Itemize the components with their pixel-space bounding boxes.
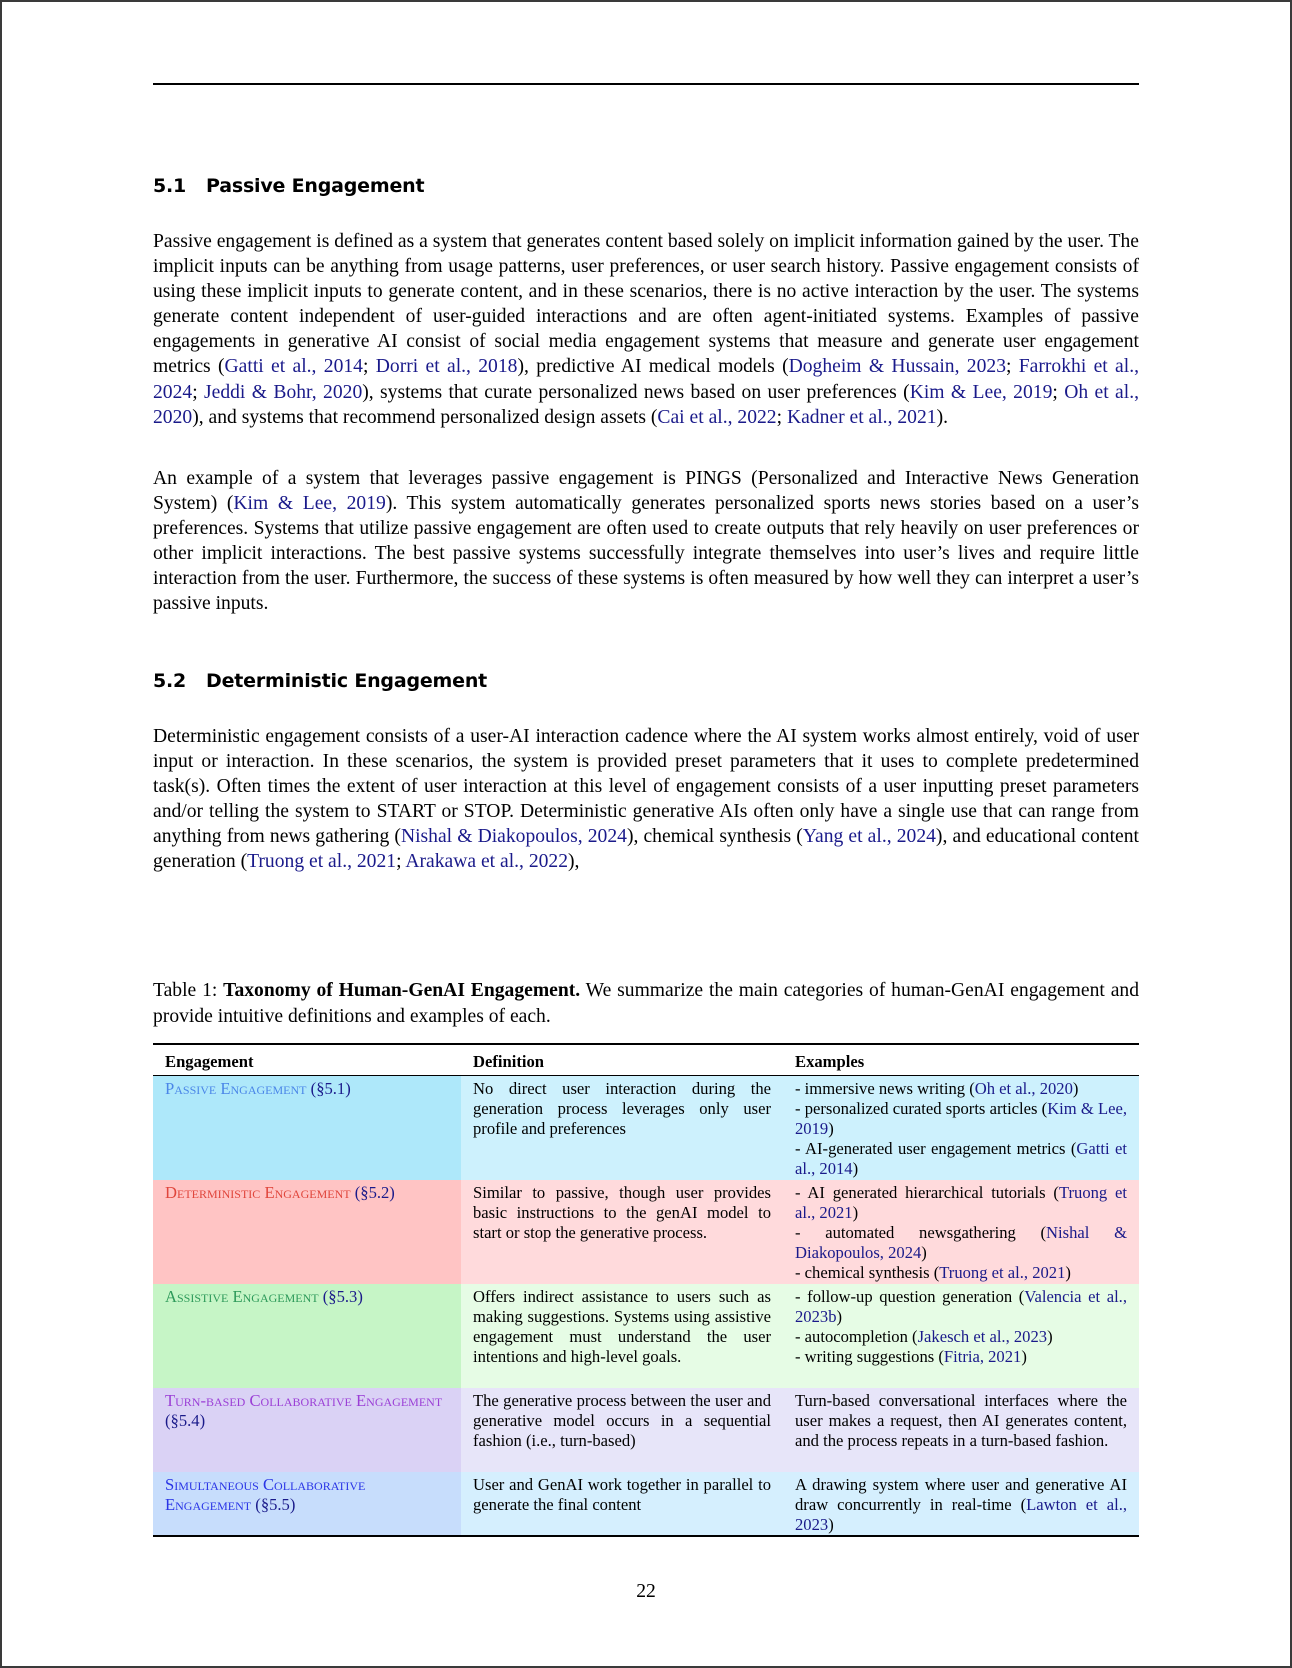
text-run: ) [852, 1202, 859, 1222]
text-run: ) [836, 1306, 843, 1326]
caption-title: Taxonomy of Human-GenAI Engagement. [223, 980, 581, 1001]
text-run: ) [1072, 1079, 1079, 1098]
text-run: ), and systems that recommend personalized design assets ( [192, 406, 658, 428]
text-run: - personalized curated sports articles ( [795, 1099, 1048, 1118]
citation-link[interactable]: Truong et al., 2021 [939, 1262, 1066, 1282]
section-number: 5.1 [153, 175, 187, 197]
paragraph [153, 466, 1139, 617]
citation-link[interactable]: Dogheim & Hussain, 2023 [788, 356, 1006, 378]
citation-link[interactable]: Nishal & Diakopoulos, 2024 [400, 826, 627, 848]
citation-link[interactable]: Jeddi & Bohr, 2020 [204, 381, 363, 403]
citation-link[interactable]: Yang et al., 2024 [802, 826, 936, 848]
text-run: ) [828, 1119, 834, 1138]
text-run: ) [921, 1242, 927, 1262]
text-run: ; [776, 406, 787, 428]
engagement-cell [153, 1388, 461, 1472]
section-heading-5-2 [153, 670, 487, 692]
column-header-definition: Definition [461, 1044, 783, 1076]
text-run: ), chemical synthesis ( [626, 826, 803, 848]
section-reference-link[interactable]: (§5.2) [350, 1182, 395, 1202]
example-item [795, 1183, 1127, 1223]
example-item [795, 1099, 1127, 1139]
text-run: - follow-up question generation ( [795, 1286, 1025, 1306]
text-run: ; [396, 851, 406, 873]
text-run: ; [192, 381, 205, 403]
text-run: ; [1052, 381, 1065, 403]
text-run: ), predictive AI medical models ( [517, 356, 789, 378]
citation-link[interactable]: Kadner et al., 2021 [786, 406, 937, 428]
table-header-row [153, 1044, 1139, 1076]
definition-cell: Offers indirect assistance to users such as making suggestions. Systems using assistive engagement must understand the user intentions and high-level goals. [461, 1284, 783, 1388]
engagement-name: Turn-based Collaborative Engagement [165, 1390, 443, 1410]
section-reference-link[interactable]: (§5.3) [318, 1286, 363, 1306]
engagement-cell [153, 1076, 461, 1180]
example-item [795, 1391, 1127, 1451]
example-item [795, 1475, 1127, 1535]
example-item [795, 1223, 1127, 1263]
text-run: ; [1006, 356, 1019, 378]
text-run: ; [362, 356, 376, 378]
text-run: - chemical synthesis ( [795, 1262, 940, 1282]
citation-link[interactable]: Valencia et al., 2023b [795, 1286, 1127, 1326]
paragraph [153, 724, 1139, 875]
section-number: 5.2 [153, 670, 187, 692]
text-run: - immersive news writing ( [795, 1079, 975, 1098]
citation-link[interactable]: Truong et al., 2021 [795, 1182, 1128, 1222]
text-run: Turn-based conversational interfaces where the user makes a request, then AI generates content, and the process repeats in a turn-based fashion. [795, 1390, 1127, 1450]
example-item [795, 1139, 1127, 1179]
text-run: ), and educational content generation ( [153, 826, 1139, 873]
definition-cell: User and GenAI work together in parallel to generate the final content [461, 1472, 783, 1536]
examples-cell [783, 1284, 1139, 1388]
text-run: ), [568, 851, 580, 873]
citation-link[interactable]: Jakesch et al., 2023 [917, 1326, 1048, 1346]
citation-link[interactable]: Fitria, 2021 [943, 1346, 1022, 1366]
text-run: ) [1021, 1346, 1027, 1366]
citation-link[interactable]: Kim & Lee, 2019 [233, 493, 386, 515]
engagement-name: Passive Engagement [165, 1079, 307, 1098]
table-row-asst [153, 1284, 1139, 1388]
citation-link[interactable]: Kim & Lee, 2019 [795, 1099, 1127, 1138]
citation-link[interactable]: Oh et al., 2020 [153, 381, 1139, 428]
text-run: - AI-generated user engagement metrics ( [795, 1139, 1077, 1158]
section-heading-5-1 [153, 175, 424, 197]
example-item [795, 1327, 1127, 1347]
examples-cell [783, 1180, 1139, 1284]
text-run: Deterministic engagement consists of a user-AI interaction cadence where the AI system works almost entirely, void of user input or interaction. In these scenarios, the system is provided preset parameters that it uses to complete predetermined task(s). Often times the extent of user interaction at this level of engagement consists of a user inputting preset parameters and/or telling the system to START or STOP. Deterministic generative AIs often only have a single use that can range from anything from news gathering ( [153, 726, 1139, 848]
table-row-sim [153, 1472, 1139, 1536]
table-row-det [153, 1180, 1139, 1284]
citation-link[interactable]: Nishal & Diakopoulos, 2024 [795, 1222, 1127, 1262]
text-run: ). [936, 406, 948, 428]
citation-link[interactable]: Gatti et al., 2014 [795, 1139, 1127, 1178]
text-run: An example of a system that leverages passive engagement is PINGS (Personalized and Interactive News Generation System) ( [153, 468, 1139, 515]
citation-link[interactable]: Oh et al., 2020 [974, 1079, 1073, 1098]
definition-cell: Similar to passive, though user provides basic instructions to the genAI model to start or stop the generative process. [461, 1180, 783, 1284]
section-reference-link[interactable]: (§5.5) [251, 1494, 296, 1514]
example-item [795, 1347, 1127, 1367]
table-row-passive [153, 1076, 1139, 1180]
examples-cell [783, 1472, 1139, 1536]
text-run: A drawing system where user and generative AI draw concurrently in real-time ( [795, 1474, 1127, 1514]
example-item [795, 1263, 1127, 1283]
taxonomy-table [153, 1043, 1139, 1537]
definition-cell: No direct user interaction during the generation process leverages only user profile and preferences [461, 1076, 783, 1180]
engagement-name: Assistive Engagement [165, 1286, 319, 1306]
text-run: - AI generated hierarchical tutorials ( [795, 1182, 1059, 1202]
header-rule [153, 83, 1139, 85]
citation-link[interactable]: Lawton et al., 2023 [795, 1494, 1127, 1534]
text-run: ) [852, 1159, 859, 1178]
section-reference-link[interactable]: (§5.1) [306, 1079, 351, 1098]
citation-link[interactable]: Truong et al., 2021 [247, 851, 397, 873]
example-item [795, 1287, 1127, 1327]
example-item [795, 1079, 1127, 1099]
definition-cell: The generative process between the user and generative model occurs in a sequential fashion (i.e., turn-based) [461, 1388, 783, 1472]
engagement-name: Deterministic Engagement [165, 1182, 351, 1202]
text-run: - automated newsgathering ( [795, 1222, 1047, 1242]
examples-cell [783, 1388, 1139, 1472]
citation-link[interactable]: Arakawa et al., 2022 [405, 851, 569, 873]
citation-link[interactable]: Farrokhi et al., 2024 [153, 356, 1139, 403]
column-header-examples: Examples [783, 1044, 1139, 1076]
text-run: ), systems that curate personalized news based on user preferences ( [362, 381, 910, 403]
caption-label: Table 1: [153, 980, 224, 1001]
engagement-name: Simultaneous Collaborative Engagement [165, 1474, 366, 1514]
text-run: ) [1065, 1262, 1071, 1282]
text-run: - autocompletion ( [795, 1326, 918, 1346]
text-run: ) [828, 1514, 834, 1534]
text-run: ). This system automatically generates personalized sports news stories based on a user’s preferences. Systems that utilize passive engagement are often used to create outputs that rely heavily on user preferences or other implicit interactions. The best passive systems successfully integrate themselves into user’s lives and require little interaction from the user. Furthermore, the success of these systems is often measured by how well they can interpret a user’s passive inputs. [153, 493, 1139, 615]
caption-text: We summarize the main categories of human-GenAI engagement and provide intuitive definitions and examples of each. [153, 980, 1139, 1027]
citation-link[interactable]: Gatti et al., 2014 [224, 356, 363, 378]
text-run: ) [1047, 1326, 1053, 1346]
engagement-cell [153, 1180, 461, 1284]
table-row-turn [153, 1388, 1139, 1472]
section-reference-link[interactable]: (§5.4) [165, 1410, 206, 1430]
column-header-engagement: Engagement [153, 1044, 461, 1076]
citation-link[interactable]: Cai et al., 2022 [657, 406, 777, 428]
examples-cell [783, 1076, 1139, 1180]
text-run: Passive engagement is defined as a system that generates content based solely on implicit information gained by the user. The implicit inputs can be anything from usage patterns, user preferences, or user search history. Passive engagement consists of using these implicit inputs to generate content, and in these scenarios, there is no active interaction by the user. The systems generate content independent of user-guided interactions and are often agent-initiated systems. Examples of passive engagements in generative AI consist of social media engagement systems that measure and generate user engagement metrics ( [153, 231, 1139, 378]
text-run: - writing suggestions ( [795, 1346, 944, 1366]
paragraph [153, 229, 1139, 430]
section-title: Deterministic Engagement [206, 670, 488, 692]
engagement-cell [153, 1472, 461, 1536]
citation-link[interactable]: Kim & Lee, 2019 [909, 381, 1053, 403]
engagement-cell [153, 1284, 461, 1388]
table-caption [153, 978, 1139, 1029]
page-number: 22 [636, 1581, 656, 1602]
citation-link[interactable]: Dorri et al., 2018 [375, 356, 518, 378]
section-title: Passive Engagement [206, 175, 425, 197]
